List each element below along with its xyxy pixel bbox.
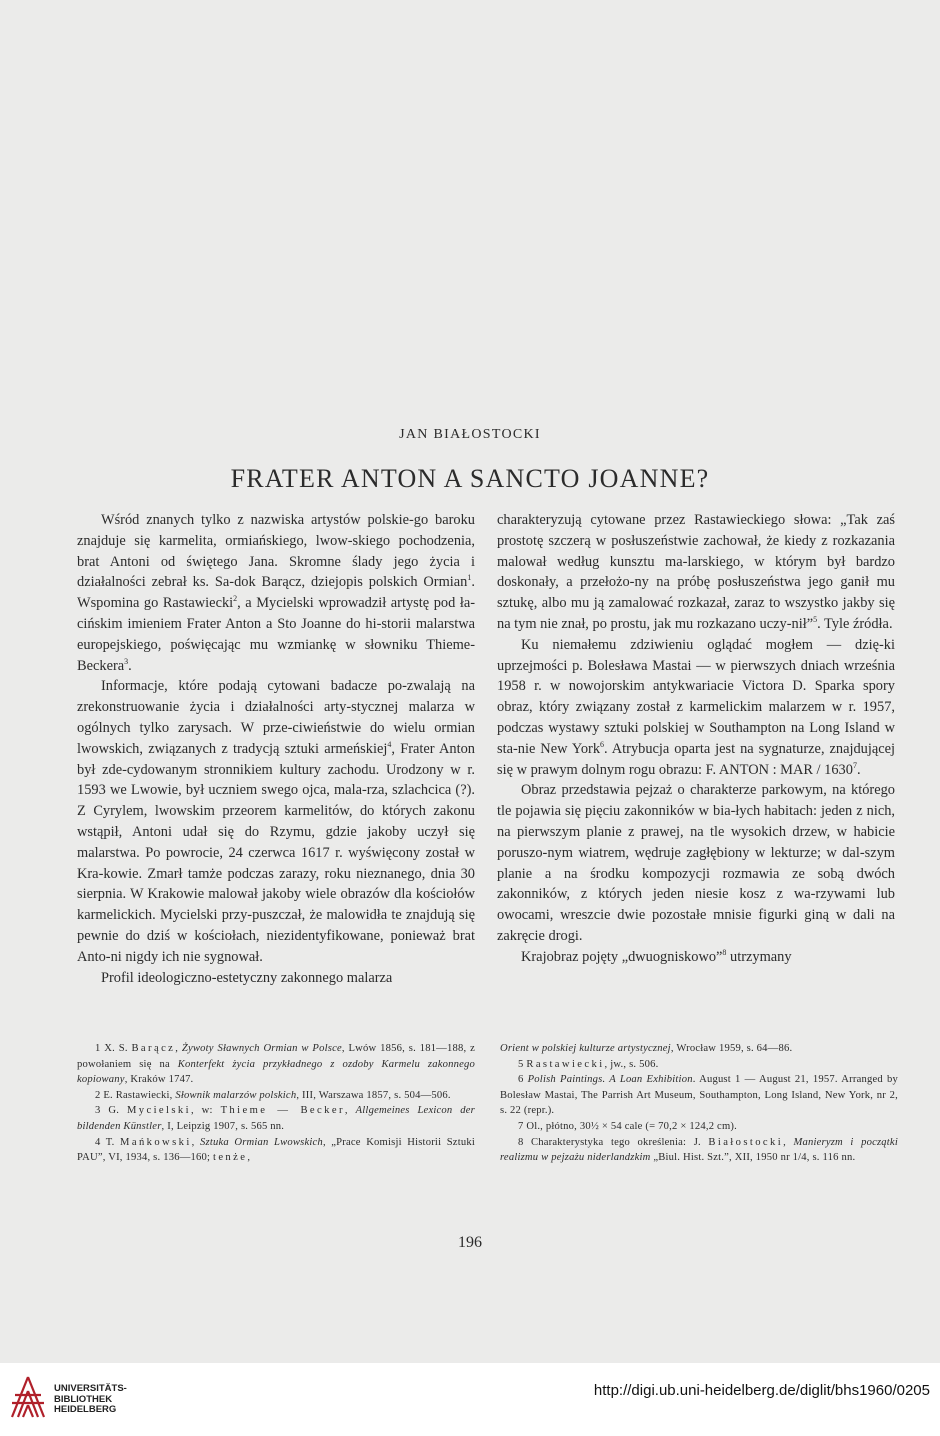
footnote: 3 G. Mycielski, w: Thieme — Becker, Allgemeines Lexicon der bildenden Künstler, I, Leipzig 1907, s. 565 nn. — [77, 1105, 475, 1132]
paragraph: Ku niemałemu zdziwieniu oglądać mogłem — dzię-ki uprzejmości p. Bolesława Mastai — w pierwszych dniach września 1958 r. w nowojorskim antykwariacie Victora D. Sparka spory obraz, który związany został z karmelickim malarzem w r. 1957, podczas wystawy sztuki polskiej w Southampton na Long Island w sta-nie New York$^6$. Atrybucja oparta jest na sygnaturze, znajdującej się w prawym dolnym rogu obrazu: F. ANTON : MAR / 1630$^7$. — [497, 636, 896, 778]
footnote: 5 Rastawiecki, jw., s. 506. — [518, 1058, 659, 1070]
footnote: 8 Charakterystyka tego określenia: J. Białostocki, Manieryzm i początki realizmu w pejzażu niderlandzkim „Biul. Hist. Szt.”, XII, 1950 nr 1/4, s. 116 nn. — [500, 1136, 898, 1164]
library-logo-icon[interactable] — [8, 1373, 48, 1421]
paragraph: Obraz przedstawia pejzaż o charakterze parkowym, na którego tle pojawia się pięciu zakonników w bia-łych habitach: jeden z nich, na pierwszym planie z prawej, na tle wysokich drzew, w habicie poruszo-nym wiatrem, wędruje zagłębiony w lekturze; w dal-szym planie a na środku kompozycji rozmawia ze sobą dwóch zakonników, z których jeden niesie kosz z wa-rzywami lub owocami, wreszcie dwie pozostałe mnisie figurki giną w dali na zakręcie drogi. — [497, 782, 895, 944]
paragraph: Informacje, które podają cytowani badacze po-zwalają na zrekonstruowanie życia i działalności arty-stycznej malarza w ogólnych tylko zarysach. W prze-ciwieństwie do wielu ormian lwowskich, związanych z tradycją sztuki armeńskiej$^4$, Frater Anton był zde-cydowanym stronnikiem kultury zachodu. Urodzony w r. 1593 we Lwowie, był uczniem swego ojca, mala-rza, szlachcica (?). Z Cyrylem, lwowskim przeorem karmelitów, do których zakonu wstąpił, Antoni udał się do Rzymu, gdzie jakoby uczył się malarstwa. Po powrocie, 24 czerwca 1617 r. wyświęcony został w Kra-kowie. Zmarł tamże podczas zarazy, roku nieznanego, dnia 30 sierpnia. W Krakowie malował jakoby wiele obrazów dla kościołów karmelickich. Mycielski przy-puszczał, że malowidła te znajdują się pewnie do dziś w kościołach, niezidentyfikowane, ponieważ brat Anto-ni nigdy ich nie sygnował. — [77, 678, 475, 965]
footnote-ref[interactable]: 5 — [813, 615, 818, 625]
paragraph: Krajobraz pojęty „dwuogniskowo”$^8$ utrzymany — [521, 947, 792, 965]
footnote: 4 T. Mańkowski, Sztuka Ormian Lwowskich, „Prace Komisji Historii Sztuki PAU”, VI, 1934, s. 136—160; tenże, — [77, 1136, 475, 1164]
footnote-ref[interactable]: 6 — [600, 739, 605, 749]
footnote: 7 Ol., płótno, 30½ × 54 cale (= 70,2 × 124,2 cm). — [518, 1120, 737, 1132]
footnote-ref[interactable]: 8 — [722, 947, 727, 957]
logo-stroke — [23, 1405, 28, 1417]
footnote: 6 Polish Paintings. A Loan Exhibition. August 1 — August 21, 1957. Arranged by Bolesław Mastai, The Parrish Art Museum, Southampton, Long Island, New York, nr 2, s. 22 (repr.). — [500, 1074, 899, 1117]
footnote-ref[interactable]: 7 — [852, 760, 857, 770]
left-text-column — [77, 510, 475, 988]
article-title: FRATER ANTON A SANCTO JOANNE? — [230, 464, 710, 493]
footnote: 2 E. Rastawiecki, Słownik malarzów polskich, III, Warszawa 1857, s. 504—506. — [95, 1089, 451, 1101]
permalink-url[interactable]: http://digi.ub.uni-heidelberg.de/diglit/bhs1960/0205 — [593, 1382, 930, 1399]
library-footer — [0, 1363, 940, 1436]
footnotes-left — [77, 1041, 475, 1166]
paragraph: charakteryzują cytowane przez Rastawieckiego słowa: „Tak zaś prostotę szczerą w posłuszeństwie zachował, że kiedy z rozkazania malował według kunsztu ma-larskiego, w którym był bardzo doskonały, a przełożo-ny na próbę posłuszeństwa jego ganił mu sztukę, albo mu ją zamalować rozkazał, zaraz to wszystko jakby się na tym nie znał, po prostu, jak mu rozkazano uczy-nił”$^5$. Tyle źródła. — [497, 512, 895, 632]
footnote: Orient w polskiej kulturze artystycznej, Wrocław 1959, s. 64—86. — [500, 1043, 793, 1054]
footnotes-right — [500, 1041, 898, 1166]
right-text-column — [497, 510, 895, 968]
footnote-ref[interactable]: 1 — [467, 573, 472, 583]
footnote-ref[interactable]: 4 — [387, 739, 392, 749]
paragraph: Wśród znanych tylko z nazwiska artystów polskie-go baroku znajduje się karmelita, ormiańskiego, lwow-skiego pochodzenia, brat Antoni od świętego Jana. Skromne ślady jego życia i działalności zebrał ks. Sa-dok Barącz, dziejopis polskich Ormian$^1$. Wspomina go Rastawiecki$^2$, a Mycielski wprowadził artystę pod ła-cińskim imieniem Frater Anton a Sto Joanne do hi-storii malarstwa europejskiego, poświęcając mu wzmiankę w słowniku Thieme-Beckera$^3$. — [77, 512, 475, 674]
article-author: JAN BIAŁOSTOCKI — [399, 427, 541, 442]
paragraph: Profil ideologiczno-estetyczny zakonnego malarza — [101, 969, 393, 986]
institution-name[interactable]: UNIVERSITÄTS- BIBLIOTHEK HEIDELBERG — [54, 1383, 127, 1415]
footnote-ref[interactable]: 2 — [233, 594, 238, 604]
logo-stroke — [28, 1405, 33, 1417]
footnote-ref[interactable]: 3 — [124, 656, 129, 666]
page-number: 196 — [458, 1234, 482, 1251]
footnote: 1 X. S. Barącz, Żywoty Sławnych Ormian w Polsce, Lwów 1856, s. 181—188, z powołaniem się na Konterfekt życia przykładnego z ozdoby Karmelu zakonnego kopiowany, Kraków 1747. — [77, 1043, 475, 1086]
